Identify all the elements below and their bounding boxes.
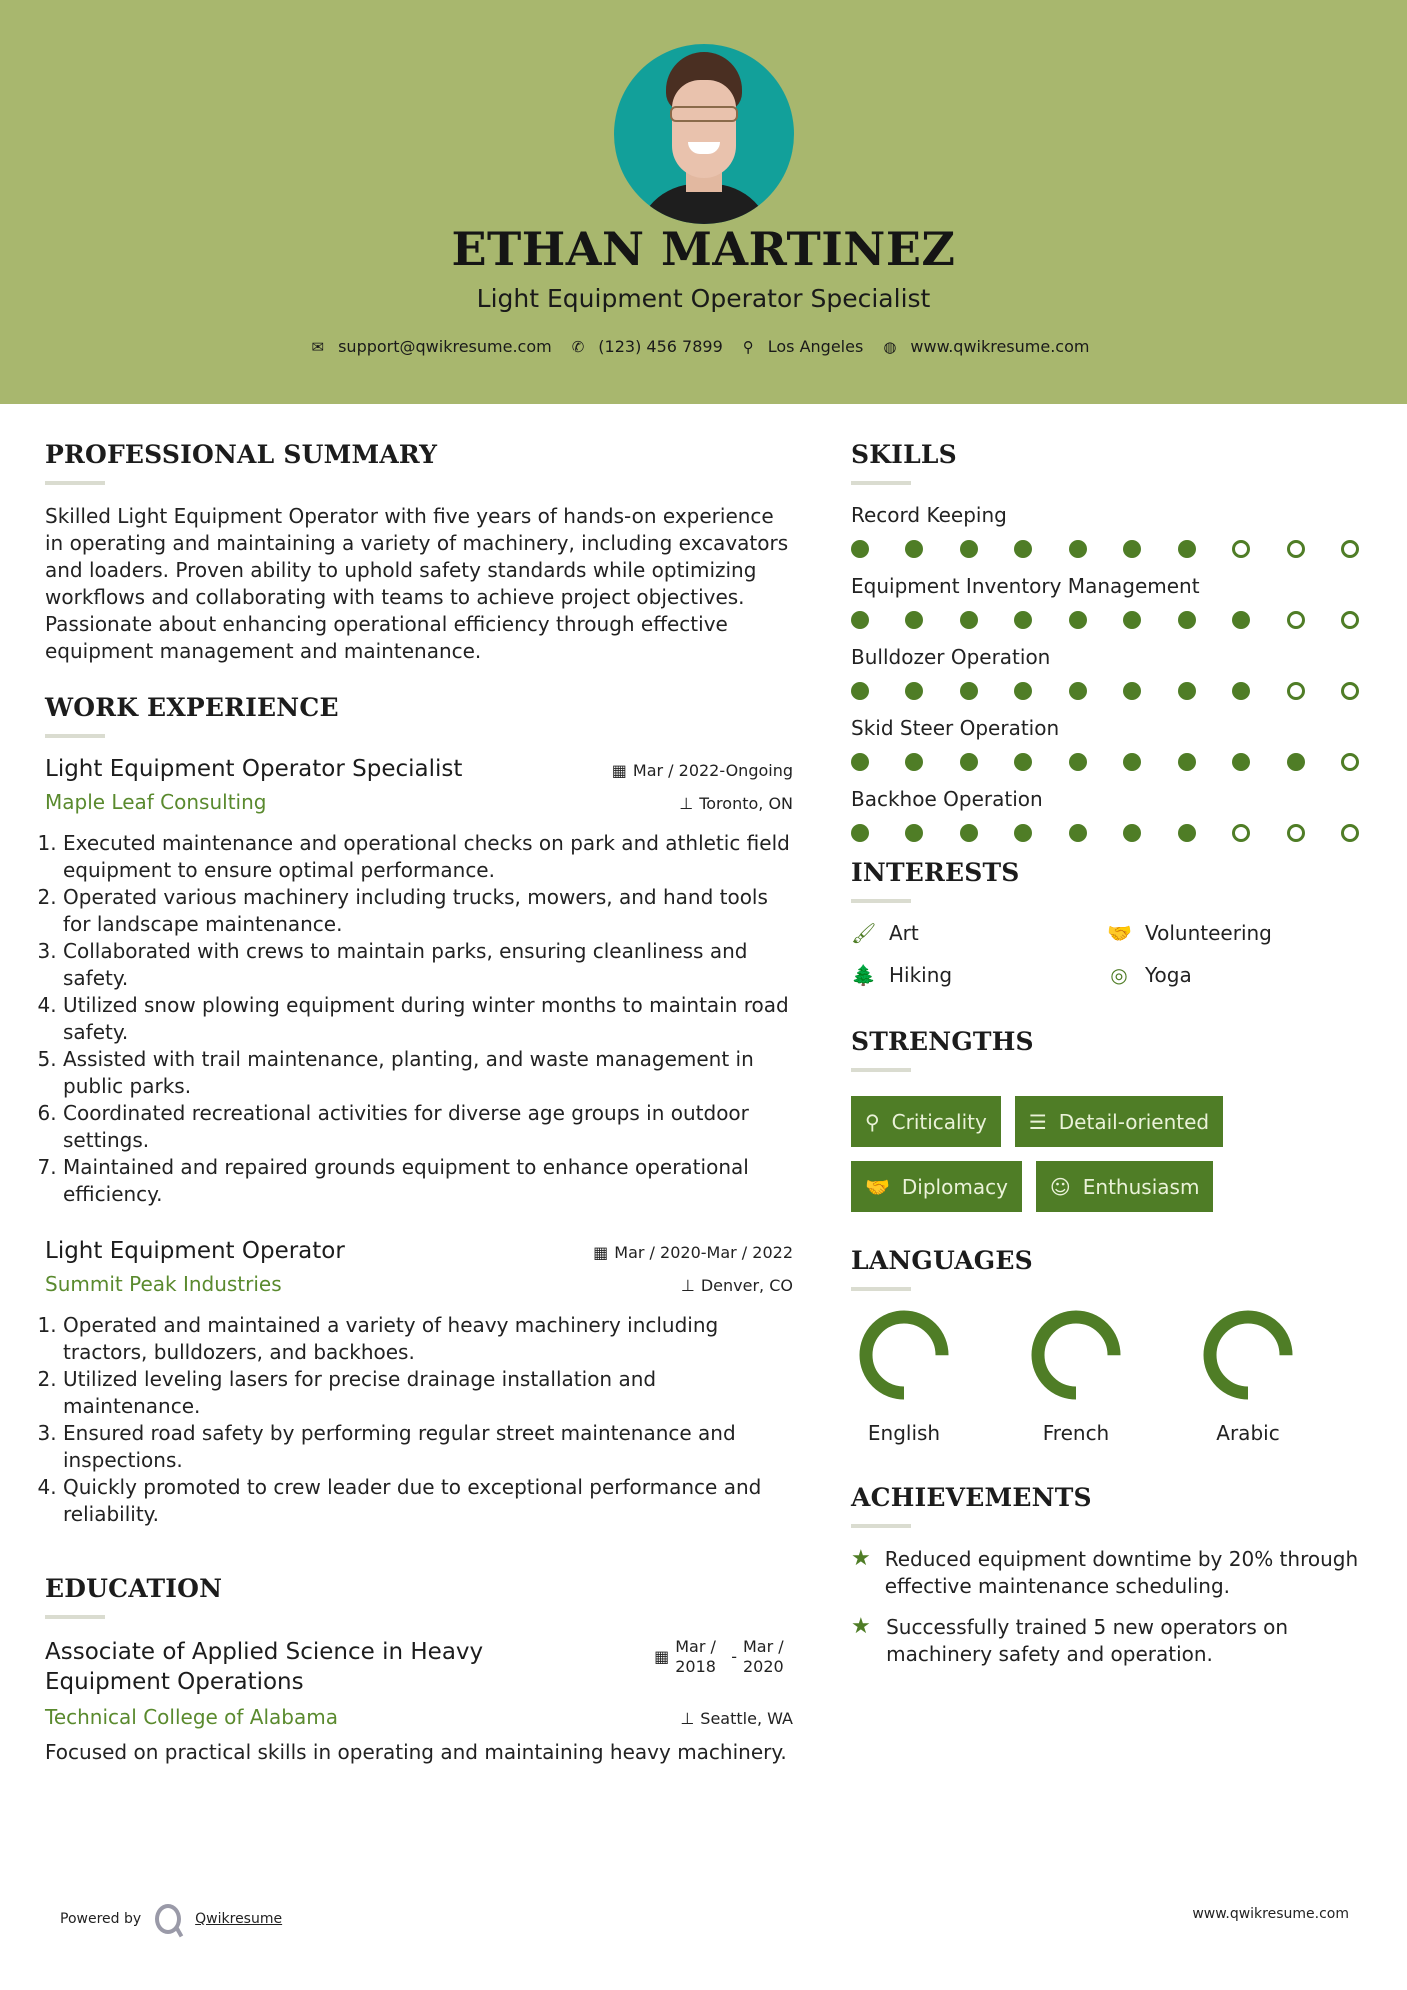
job-location-text: Toronto, ON — [699, 794, 793, 813]
achievement-text: Reduced equipment downtime by 20% through effective maintenance scheduling. — [884, 1547, 1359, 1598]
rating-dot-filled — [851, 611, 869, 629]
rating-dot-filled — [1014, 540, 1032, 558]
rating-dot-filled — [1014, 824, 1032, 842]
interest-label: Hiking — [889, 963, 953, 987]
rating-dot-empty — [1232, 540, 1250, 558]
rating-dot-filled — [960, 753, 978, 771]
skills-section — [851, 440, 1371, 842]
interests-grid — [851, 921, 1371, 987]
rating-dot-filled — [1232, 611, 1250, 629]
rating-dot-filled — [1232, 682, 1250, 700]
rating-dot-filled — [1069, 682, 1087, 700]
section-divider — [45, 1615, 105, 1619]
rating-dot-empty — [1287, 824, 1305, 842]
interest-label: Art — [889, 921, 919, 945]
contact-location — [743, 337, 864, 356]
rating-dot-filled — [851, 824, 869, 842]
skill-rating — [851, 540, 1359, 558]
smile-icon: ☺ — [1049, 1174, 1071, 1199]
job-entry — [45, 756, 793, 1208]
list-item: 2. Utilized leveling lasers for precise drainage installation and maintenance. — [63, 1366, 793, 1420]
location-text: Los Angeles — [767, 337, 864, 356]
skills-list — [851, 503, 1371, 842]
job-date — [593, 1243, 793, 1262]
job-date — [612, 761, 793, 780]
skill-label: Equipment Inventory Management — [851, 574, 1200, 598]
phone-icon: ✆ — [571, 337, 585, 356]
rating-dot-empty — [1341, 540, 1359, 558]
section-title: LANGUAGES — [851, 1246, 1033, 1275]
pushpin-icon: ⊥ — [679, 794, 694, 813]
date-separator: - — [731, 1647, 737, 1666]
rating-dot-filled — [1123, 682, 1141, 700]
website-text: www.qwikresume.com — [910, 337, 1090, 356]
languages-section — [851, 1246, 1371, 1445]
job-date-text: Mar / 2020-Mar / 2022 — [614, 1243, 793, 1262]
rating-dot-filled — [905, 753, 923, 771]
rating-dot-filled — [1014, 682, 1032, 700]
skill-rating — [851, 611, 1359, 629]
rating-dot-empty — [1341, 753, 1359, 771]
tree-icon: 🌲 — [851, 963, 876, 987]
life-ring-icon: ◎ — [1110, 963, 1128, 987]
list-item: 7. Maintained and repaired grounds equipment to enhance operational efficiency. — [63, 1154, 793, 1208]
strength-chip-criticality — [851, 1096, 1001, 1147]
rating-dot-filled — [1287, 753, 1305, 771]
footer-url[interactable]: www.qwikresume.com — [1192, 1906, 1349, 1922]
search-icon: ⚲ — [865, 1109, 880, 1134]
rating-dot-filled — [905, 540, 923, 558]
profile-photo — [614, 44, 794, 224]
rating-dot-filled — [1123, 611, 1141, 629]
rating-dot-empty — [1287, 540, 1305, 558]
handshake-icon: 🤝 — [865, 1174, 890, 1199]
language-label: English — [867, 1421, 941, 1445]
rating-dot-filled — [905, 611, 923, 629]
rating-dot-filled — [1069, 824, 1087, 842]
calendar-icon: ▦ — [593, 1243, 609, 1262]
rating-dot-filled — [1232, 753, 1250, 771]
location-pin-icon: ⚲ — [742, 337, 754, 356]
chip-label: Diplomacy — [901, 1174, 1008, 1199]
rating-dot-filled — [905, 824, 923, 842]
job-bullets — [45, 830, 793, 1208]
rating-dot-filled — [1123, 540, 1141, 558]
rating-dot-filled — [1178, 824, 1196, 842]
calendar-icon: ▦ — [611, 761, 627, 780]
interests-section — [851, 858, 1371, 987]
job-location — [679, 794, 793, 813]
rating-dot-filled — [851, 540, 869, 558]
interest-hiking — [851, 963, 1107, 987]
list-item: 5. Assisted with trail maintenance, planting, and waste management in public parks. — [63, 1046, 793, 1100]
list-item: 1. Executed maintenance and operational checks on park and athletic field equipment to ensure optimal performance. — [63, 830, 793, 884]
phone-text: (123) 456 7899 — [598, 337, 723, 356]
strengths-section — [851, 1027, 1371, 1212]
section-divider — [851, 899, 911, 903]
job-bullets — [45, 1312, 793, 1528]
list-item: 2. Operated various machinery including trucks, mowers, and hand tools for landscape maintenance. — [63, 884, 793, 938]
degree-title: Associate of Applied Science in Heavy Equipment Operations — [45, 1639, 484, 1695]
star-icon: ★ — [851, 1546, 871, 1571]
star-icon: ★ — [851, 1614, 871, 1639]
summary-section — [45, 440, 793, 665]
contact-bar — [0, 337, 1407, 356]
rating-dot-filled — [960, 540, 978, 558]
section-divider — [45, 734, 105, 738]
section-title: EDUCATION — [45, 1574, 223, 1603]
rating-dot-filled — [1178, 540, 1196, 558]
language-progress-ring — [1030, 1309, 1122, 1401]
candidate-name: ETHAN MARTINEZ — [451, 222, 956, 276]
footer-powered-by — [60, 1904, 282, 1934]
list-item: 3. Ensured road safety by performing regular street maintenance and inspections. — [63, 1420, 793, 1474]
skill-label: Bulldozer Operation — [851, 645, 1051, 669]
strength-chip-diplomacy — [851, 1161, 1022, 1212]
language-progress-ring — [858, 1309, 950, 1401]
contact-email[interactable] — [312, 337, 552, 356]
rating-dot-empty — [1341, 682, 1359, 700]
candidate-title: Light Equipment Operator Specialist — [476, 284, 931, 313]
paintbrush-icon: 🖌 — [851, 921, 877, 945]
education-section — [45, 1574, 793, 1766]
education-description: Focused on practical skills in operating and maintaining heavy machinery. — [45, 1740, 787, 1764]
list-item: 4. Quickly promoted to crew leader due to exceptional performance and reliability. — [63, 1474, 793, 1528]
education-location — [680, 1709, 793, 1728]
rating-dot-filled — [905, 682, 923, 700]
resume-header — [0, 0, 1407, 404]
photo-glasses — [670, 106, 738, 122]
date-start: Mar / 2018 — [675, 1637, 716, 1676]
rating-dot-empty — [1287, 682, 1305, 700]
brand-link[interactable]: Qwikresume — [195, 1911, 283, 1927]
rating-dot-empty — [1341, 824, 1359, 842]
rating-dot-filled — [1123, 824, 1141, 842]
list-item: 4. Utilized snow plowing equipment during winter months to maintain road safety. — [63, 992, 793, 1046]
rating-dot-filled — [1069, 540, 1087, 558]
list-item: 6. Coordinated recreational activities for diverse age groups in outdoor settings. — [63, 1100, 793, 1154]
language-item — [1203, 1309, 1293, 1445]
education-date — [654, 1637, 793, 1677]
interest-label: Volunteering — [1145, 921, 1272, 945]
interest-volunteering — [1107, 921, 1363, 945]
company-name: Summit Peak Industries — [45, 1272, 282, 1296]
left-column — [45, 440, 793, 1766]
pushpin-icon: ⊥ — [680, 1276, 695, 1295]
skill-label: Backhoe Operation — [851, 787, 1043, 811]
languages-list — [851, 1309, 1371, 1445]
skill-rating — [851, 824, 1359, 842]
strength-chip-enthusiasm — [1036, 1161, 1214, 1212]
rating-dot-filled — [1123, 753, 1141, 771]
section-divider — [851, 481, 911, 485]
rating-dot-filled — [960, 824, 978, 842]
section-title: SKILLS — [851, 440, 957, 469]
skill-rating — [851, 682, 1359, 700]
interest-yoga — [1107, 963, 1363, 987]
interest-label: Yoga — [1145, 963, 1192, 987]
chip-label: Criticality — [891, 1109, 987, 1134]
section-title: WORK EXPERIENCE — [45, 693, 339, 722]
rating-dot-filled — [1014, 611, 1032, 629]
rating-dot-filled — [1178, 611, 1196, 629]
achievement-item — [851, 1546, 1371, 1600]
experience-section — [45, 693, 793, 1528]
section-title: STRENGTHS — [851, 1027, 1034, 1056]
language-label: French — [1042, 1421, 1110, 1445]
chip-label: Enthusiasm — [1082, 1174, 1200, 1199]
rating-dot-filled — [1069, 753, 1087, 771]
globe-icon: ◍ — [883, 337, 897, 356]
contact-phone[interactable] — [572, 337, 723, 356]
calendar-icon: ▦ — [654, 1647, 670, 1666]
job-date-text: Mar / 2022-Ongoing — [632, 761, 793, 780]
company-name: Maple Leaf Consulting — [45, 790, 267, 814]
language-item — [1031, 1309, 1121, 1445]
rating-dot-filled — [851, 753, 869, 771]
job-title: Light Equipment Operator Specialist — [45, 756, 463, 782]
language-label: Arabic — [1216, 1421, 1280, 1445]
summary-text: Skilled Light Equipment Operator with five years of hands-on experience in operating and maintaining a variety of machinery, including excavators and loaders. Proven ability to uphold safety standards while optimizing workflows and collaborating with teams to achieve project objectives. Passionate about enhancing operational efficiency through effective equipment management and maintenance. — [45, 504, 789, 663]
section-divider — [851, 1287, 911, 1291]
skill-label: Record Keeping — [851, 503, 1007, 527]
section-divider — [851, 1068, 911, 1072]
qwikresume-logo-icon — [155, 1904, 181, 1934]
section-divider — [851, 1524, 911, 1528]
rating-dot-filled — [1069, 611, 1087, 629]
rating-dot-filled — [1178, 753, 1196, 771]
rating-dot-filled — [1178, 682, 1196, 700]
handshake-icon: 🤝 — [1107, 921, 1132, 945]
language-progress-ring — [1202, 1309, 1294, 1401]
photo-face-front — [672, 80, 736, 178]
list-item: 1. Operated and maintained a variety of heavy machinery including tractors, bulldozers, and backhoes. — [63, 1312, 793, 1366]
education-location-text: Seattle, WA — [700, 1709, 793, 1728]
job-location-text: Denver, CO — [700, 1276, 793, 1295]
email-icon: ✉ — [311, 337, 325, 356]
chip-label: Detail-oriented — [1058, 1109, 1210, 1134]
contact-website[interactable] — [883, 337, 1089, 356]
rating-dot-filled — [851, 682, 869, 700]
skill-rating — [851, 753, 1359, 771]
achievement-item — [851, 1614, 1371, 1668]
achievements-section — [851, 1483, 1371, 1668]
strengths-chips — [851, 1090, 1371, 1212]
job-entry — [45, 1238, 793, 1528]
powered-by-text: Powered by — [60, 1911, 142, 1927]
rating-dot-filled — [960, 682, 978, 700]
rating-dot-filled — [960, 611, 978, 629]
list-item: 3. Collaborated with crews to maintain parks, ensuring cleanliness and safety. — [63, 938, 793, 992]
rating-dot-empty — [1287, 611, 1305, 629]
email-text: support@qwikresume.com — [338, 337, 552, 356]
school-name: Technical College of Alabama — [45, 1705, 338, 1729]
strength-chip-detail-oriented — [1015, 1096, 1223, 1147]
interest-art — [851, 921, 1107, 945]
achievement-text: Successfully trained 5 new operators on machinery safety and operation. — [886, 1615, 1289, 1666]
section-title: ACHIEVEMENTS — [851, 1483, 1092, 1512]
skill-label: Skid Steer Operation — [851, 716, 1060, 740]
rating-dot-filled — [1014, 753, 1032, 771]
rating-dot-empty — [1341, 611, 1359, 629]
section-title: PROFESSIONAL SUMMARY — [45, 440, 438, 469]
section-title: INTERESTS — [851, 858, 1020, 887]
job-title: Light Equipment Operator — [45, 1238, 345, 1264]
right-column — [851, 440, 1371, 1682]
job-location — [681, 1276, 793, 1295]
date-end: Mar / 2020 — [743, 1637, 784, 1676]
pushpin-icon: ⊥ — [680, 1709, 695, 1728]
rating-dot-empty — [1232, 824, 1250, 842]
language-item — [859, 1309, 949, 1445]
list-icon: ☰ — [1028, 1109, 1047, 1134]
section-divider — [45, 481, 105, 485]
